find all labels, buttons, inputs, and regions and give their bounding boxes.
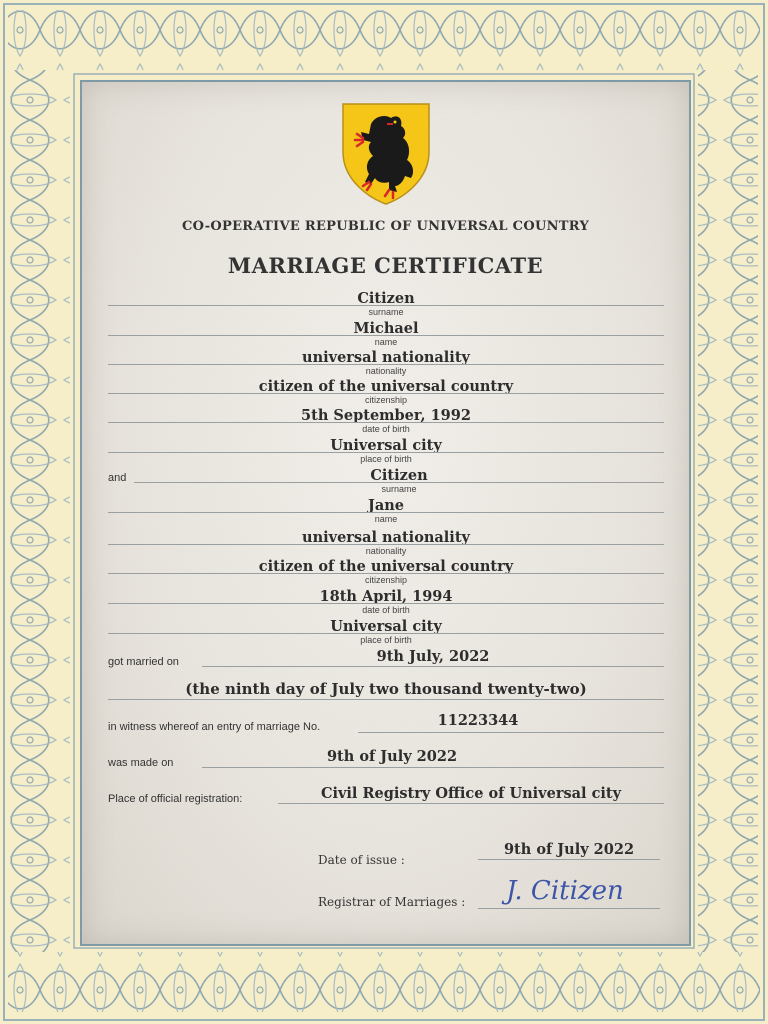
entry-number-label: in witness whereof an entry of marriage No. — [108, 721, 321, 733]
caption-surname: surname — [368, 307, 404, 317]
registration-place-label: Place of official registration: — [108, 793, 243, 805]
party1-citizenship: citizen of the universal country — [258, 378, 514, 395]
party2-name-row — [108, 496, 664, 524]
party1-surname-row — [108, 289, 664, 317]
married-date: 9th July, 2022 — [376, 648, 490, 665]
party1-name: Michael — [353, 320, 419, 337]
party2-dob-row — [108, 587, 664, 615]
party2-name: Jane — [367, 497, 405, 514]
certificate-paper — [80, 80, 691, 946]
caption-name: name — [374, 514, 398, 524]
party1-place-of-birth: Universal city — [330, 437, 442, 454]
party2-surname-row — [134, 466, 664, 494]
married-date-words: (the ninth day of July two thousand twenty-two) — [185, 680, 587, 698]
certificate-title: MARRIAGE CERTIFICATE — [227, 253, 544, 278]
entry-number: 11223344 — [437, 712, 519, 729]
married-on-label: got married on — [108, 656, 179, 668]
caption-place-of-birth: place of birth — [360, 454, 412, 464]
caption-place-of-birth: place of birth — [360, 635, 412, 645]
date-of-issue: 9th of July 2022 — [503, 841, 635, 858]
and-connector: and — [108, 472, 127, 484]
party2-place-of-birth: Universal city — [330, 618, 442, 635]
party1-citizenship-row — [108, 377, 664, 405]
party1-surname: Citizen — [357, 290, 415, 307]
date-of-issue-label: Date of issue : — [318, 853, 405, 867]
caption-citizenship: citizenship — [364, 395, 408, 405]
party1-name-row — [108, 319, 664, 347]
caption-nationality: nationality — [365, 366, 407, 376]
made-on-date: 9th of July 2022 — [326, 748, 458, 765]
party2-date-of-birth: 18th April, 1994 — [319, 588, 453, 605]
lion-crest-icon — [341, 102, 431, 206]
caption-date-of-birth: date of birth — [362, 424, 410, 434]
party2-citizenship: citizen of the universal country — [258, 558, 514, 575]
caption-surname: surname — [381, 484, 417, 494]
caption-date-of-birth: date of birth — [362, 605, 410, 615]
registrar-label: Registrar of Marriages : — [318, 895, 466, 909]
party2-nationality-row — [108, 528, 664, 556]
party1-dob-row — [108, 406, 664, 434]
party2-surname: Citizen — [370, 467, 428, 484]
registration-place: Civil Registry Office of Universal city — [320, 785, 622, 802]
party1-pob-row — [108, 436, 664, 464]
caption-citizenship: citizenship — [364, 575, 408, 585]
party2-citizenship-row — [108, 557, 664, 585]
party1-nationality-row — [108, 348, 664, 376]
country-name: CO-OPERATIVE REPUBLIC OF UNIVERSAL COUNTRY — [181, 219, 590, 234]
party1-nationality: universal nationality — [302, 349, 470, 366]
caption-nationality: nationality — [365, 546, 407, 556]
made-on-label: was made on — [108, 757, 174, 769]
party1-date-of-birth: 5th September, 1992 — [301, 407, 471, 424]
caption-name: name — [374, 337, 398, 347]
registrar-signature: J. Citizen — [506, 876, 624, 906]
party2-pob-row — [108, 617, 664, 645]
party2-nationality: universal nationality — [302, 529, 470, 546]
